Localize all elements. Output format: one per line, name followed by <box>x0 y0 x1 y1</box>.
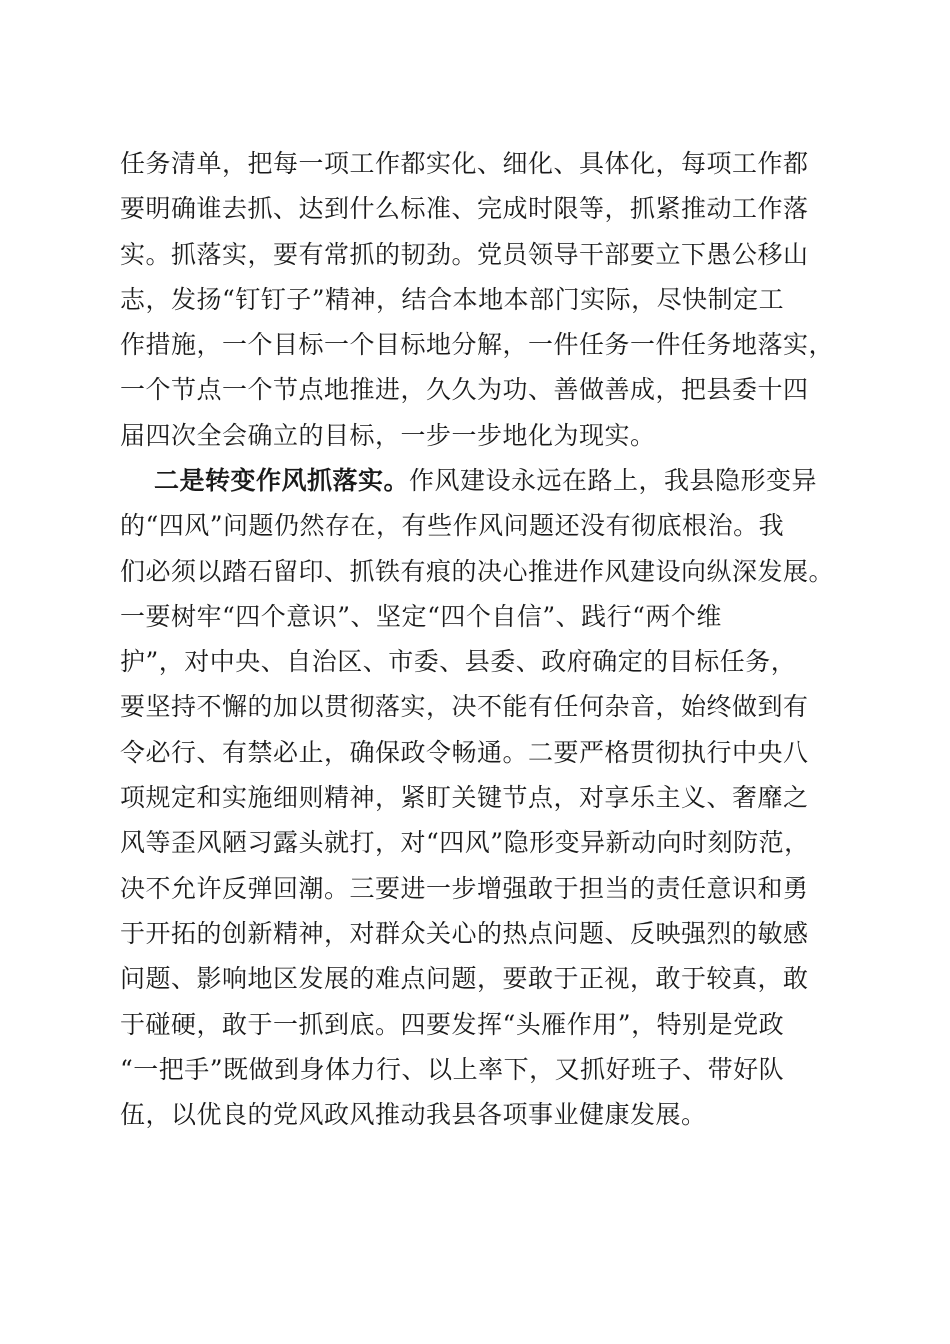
paragraph-2 <box>120 458 840 1137</box>
paragraph-line: 任务清单，把每一项工作都实化、细化、具体化，每项工作都 <box>120 149 809 178</box>
section-heading: 二是转变作风抓落实。 <box>154 466 410 495</box>
paragraph-line: 于碰硬，敢于一抓到底。四要发挥“头雁作用”，特别是党政 <box>120 1009 785 1039</box>
paragraph-line: 令必行、有禁必止，确保政令畅通。二要严格贯彻执行中央八 <box>120 737 809 767</box>
paragraph-line: 志，发扬“钉钉子”精神，结合本地本部门实际，尽快制定工 <box>120 284 785 314</box>
paragraph-line: 实。抓落实，要有常抓的韧劲。党员领导干部要立下愚公移山 <box>120 239 809 269</box>
paragraph-line: 项规定和实施细则精神，紧盯关键节点，对享乐主义、奢靡之 <box>120 783 809 813</box>
paragraph-first-line <box>120 458 840 503</box>
paragraph-line: 决不允许反弹回潮。三要进一步增强敢于担当的责任意识和勇 <box>120 873 809 903</box>
paragraph-line-rest: 作风建设永远在路上，我县隐形变异 <box>409 466 818 495</box>
paragraph-line: 要明确谁去抓、达到什么标准、完成时限等，抓紧推动工作落 <box>120 194 809 224</box>
paragraph-line: 风等歪风陋习露头就打，对“四风”隐形变异新动向时刻防范， <box>120 828 810 858</box>
paragraph-line: 于开拓的创新精神，对群众关心的热点问题、反映强烈的敏感 <box>120 918 809 948</box>
paragraph-line: 作措施，一个目标一个目标地分解，一件任务一件任务地落实， <box>120 330 835 360</box>
paragraph-line: 们必须以踏石留印、抓铁有痕的决心推进作风建设向纵深发展。 <box>120 556 835 586</box>
paragraph-line: 伍，以优良的党风政风推动我县各项事业健康发展。 <box>120 1100 707 1130</box>
paragraph-line: 一要树牢“四个意识”、坚定“四个自信”、践行“两个维 <box>120 601 722 631</box>
paragraph-line: 届四次全会确立的目标，一步一步地化为现实。 <box>120 420 656 450</box>
paragraph-line: 的“四风”问题仍然存在，有些作风问题还没有彻底根治。我 <box>120 511 785 541</box>
paragraph-1 <box>120 141 840 458</box>
paragraph-line: 护”，对中央、自治区、市委、县委、政府确定的目标任务， <box>120 647 797 677</box>
paragraph-line: “一把手”既做到身体力行、以上率下，又抓好班子、带好队 <box>120 1054 785 1084</box>
paragraph-line: 一个节点一个节点地推进，久久为功、善做善成，把县委十四 <box>120 375 809 405</box>
paragraph-line: 问题、影响地区发展的难点问题，要敢于正视，敢于较真，敢 <box>120 964 809 994</box>
paragraph-line: 要坚持不懈的加以贯彻落实，决不能有任何杂音，始终做到有 <box>120 692 809 722</box>
